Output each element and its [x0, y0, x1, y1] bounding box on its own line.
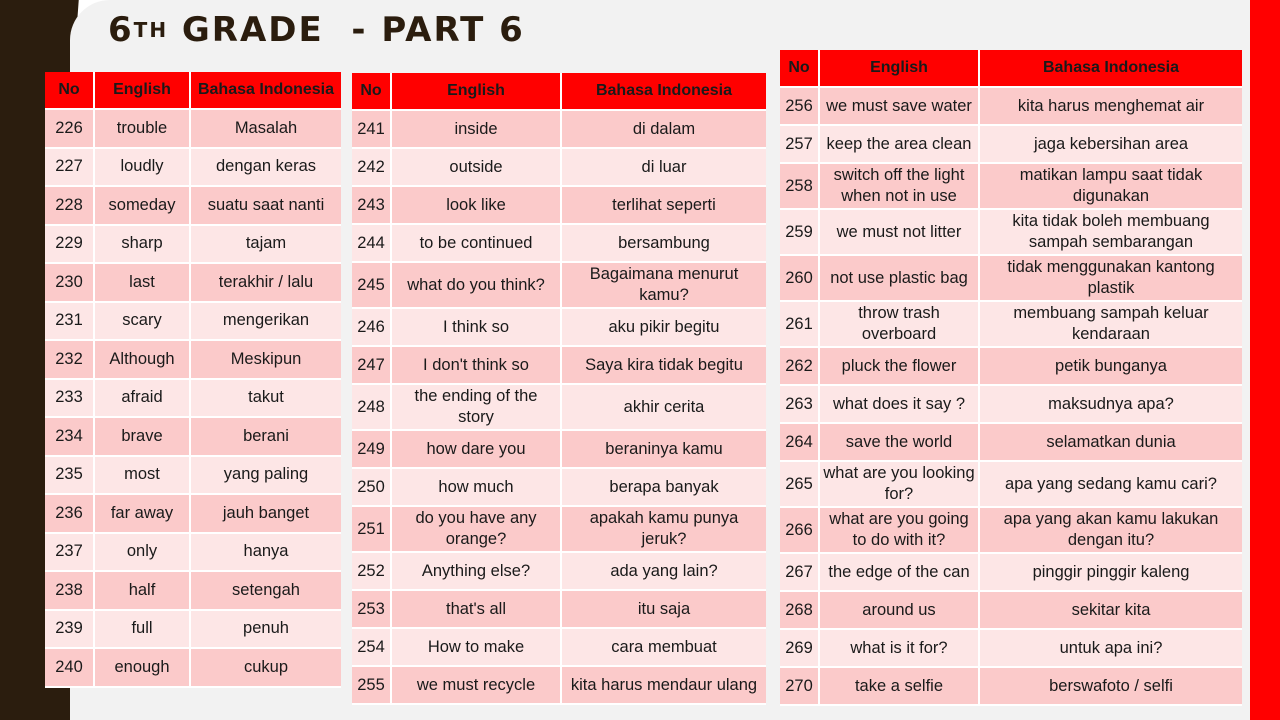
- table-row: [352, 225, 766, 263]
- table-row: [780, 302, 1242, 348]
- english-term: I think so: [392, 309, 562, 347]
- english-term: not use plastic bag: [820, 256, 980, 302]
- table-row: [780, 508, 1242, 554]
- indonesian-translation: beraninya kamu: [562, 431, 766, 469]
- header-no: No: [45, 72, 95, 110]
- header-bahasa: Bahasa Indonesia: [980, 50, 1242, 88]
- indonesian-translation: terlihat seperti: [562, 187, 766, 225]
- table-row: [45, 649, 341, 688]
- header-bahasa: Bahasa Indonesia: [562, 73, 766, 111]
- english-term: sharp: [95, 226, 191, 265]
- english-term: we must not litter: [820, 210, 980, 256]
- row-number: 251: [352, 507, 392, 553]
- table-row: [352, 507, 766, 553]
- row-number: 233: [45, 380, 95, 419]
- row-number: 252: [352, 553, 392, 591]
- row-number: 237: [45, 534, 95, 573]
- header-english: English: [95, 72, 191, 110]
- table-row: [780, 256, 1242, 302]
- table-row: [352, 591, 766, 629]
- indonesian-translation: untuk apa ini?: [980, 630, 1242, 668]
- english-term: Although: [95, 341, 191, 380]
- english-term: loudly: [95, 149, 191, 188]
- vocab-table-3: [780, 50, 1242, 706]
- table-row: [352, 431, 766, 469]
- row-number: 267: [780, 554, 820, 592]
- english-term: trouble: [95, 110, 191, 149]
- english-term: what does it say ?: [820, 386, 980, 424]
- table-row: [45, 149, 341, 188]
- title-rest: GRADE - PART 6: [168, 10, 525, 50]
- row-number: 269: [780, 630, 820, 668]
- indonesian-translation: ada yang lain?: [562, 553, 766, 591]
- table-row: [45, 303, 341, 342]
- row-number: 230: [45, 264, 95, 303]
- table-row: [352, 385, 766, 431]
- row-number: 241: [352, 111, 392, 149]
- indonesian-translation: membuang sampah keluar kendaraan: [980, 302, 1242, 348]
- indonesian-translation: di luar: [562, 149, 766, 187]
- english-term: we must recycle: [392, 667, 562, 705]
- english-term: do you have any orange?: [392, 507, 562, 553]
- row-number: 231: [45, 303, 95, 342]
- row-number: 255: [352, 667, 392, 705]
- header-english: English: [392, 73, 562, 111]
- table-row: [780, 88, 1242, 126]
- english-term: the ending of the story: [392, 385, 562, 431]
- table-row: [780, 164, 1242, 210]
- table-row: [780, 348, 1242, 386]
- indonesian-translation: aku pikir begitu: [562, 309, 766, 347]
- row-number: 240: [45, 649, 95, 688]
- row-number: 244: [352, 225, 392, 263]
- english-term: someday: [95, 187, 191, 226]
- indonesian-translation: Masalah: [191, 110, 341, 149]
- table-row: [352, 309, 766, 347]
- table-row: [352, 469, 766, 507]
- english-term: How to make: [392, 629, 562, 667]
- table-row: [780, 126, 1242, 164]
- row-number: 247: [352, 347, 392, 385]
- row-number: 249: [352, 431, 392, 469]
- english-term: how dare you: [392, 431, 562, 469]
- red-side-bar: [1250, 0, 1280, 720]
- row-number: 248: [352, 385, 392, 431]
- indonesian-translation: penuh: [191, 611, 341, 650]
- english-term: how much: [392, 469, 562, 507]
- indonesian-translation: maksudnya apa?: [980, 386, 1242, 424]
- row-number: 227: [45, 149, 95, 188]
- english-term: keep the area clean: [820, 126, 980, 164]
- english-term: the edge of the can: [820, 554, 980, 592]
- indonesian-translation: mengerikan: [191, 303, 341, 342]
- english-term: I don't think so: [392, 347, 562, 385]
- indonesian-translation: jauh banget: [191, 495, 341, 534]
- indonesian-translation: hanya: [191, 534, 341, 573]
- indonesian-translation: berani: [191, 418, 341, 457]
- table-row: [45, 110, 341, 149]
- row-number: 242: [352, 149, 392, 187]
- table-row: [45, 187, 341, 226]
- english-term: enough: [95, 649, 191, 688]
- table-row: [780, 630, 1242, 668]
- indonesian-translation: jaga kebersihan area: [980, 126, 1242, 164]
- table-row: [45, 572, 341, 611]
- row-number: 228: [45, 187, 95, 226]
- row-number: 256: [780, 88, 820, 126]
- row-number: 257: [780, 126, 820, 164]
- table-row: [45, 611, 341, 650]
- english-term: pluck the flower: [820, 348, 980, 386]
- english-term: half: [95, 572, 191, 611]
- english-term: around us: [820, 592, 980, 630]
- english-term: scary: [95, 303, 191, 342]
- english-term: inside: [392, 111, 562, 149]
- title-number: 6: [108, 10, 134, 50]
- table-row: [45, 534, 341, 573]
- indonesian-translation: setengah: [191, 572, 341, 611]
- indonesian-translation: kita tidak boleh membuang sampah sembarangan: [980, 210, 1242, 256]
- indonesian-translation: berswafoto / selfi: [980, 668, 1242, 706]
- table-row: [352, 187, 766, 225]
- indonesian-translation: sekitar kita: [980, 592, 1242, 630]
- table-row: [780, 424, 1242, 462]
- english-term: we must save water: [820, 88, 980, 126]
- title-superscript: TH: [133, 18, 169, 42]
- table-row: [45, 226, 341, 265]
- english-term: what are you going to do with it?: [820, 508, 980, 554]
- row-number: 259: [780, 210, 820, 256]
- row-number: 254: [352, 629, 392, 667]
- indonesian-translation: apa yang akan kamu lakukan dengan itu?: [980, 508, 1242, 554]
- row-number: 258: [780, 164, 820, 210]
- indonesian-translation: di dalam: [562, 111, 766, 149]
- indonesian-translation: petik bunganya: [980, 348, 1242, 386]
- indonesian-translation: takut: [191, 380, 341, 419]
- row-number: 250: [352, 469, 392, 507]
- indonesian-translation: kita harus mendaur ulang: [562, 667, 766, 705]
- english-term: take a selfie: [820, 668, 980, 706]
- table-row: [45, 418, 341, 457]
- row-number: 239: [45, 611, 95, 650]
- table-row: [780, 592, 1242, 630]
- english-term: far away: [95, 495, 191, 534]
- english-term: most: [95, 457, 191, 496]
- row-number: 245: [352, 263, 392, 309]
- row-number: 266: [780, 508, 820, 554]
- row-number: 261: [780, 302, 820, 348]
- english-term: to be continued: [392, 225, 562, 263]
- indonesian-translation: akhir cerita: [562, 385, 766, 431]
- table-row: [45, 457, 341, 496]
- indonesian-translation: cukup: [191, 649, 341, 688]
- row-number: 226: [45, 110, 95, 149]
- table-row: [45, 380, 341, 419]
- table-row: [780, 462, 1242, 508]
- indonesian-translation: selamatkan dunia: [980, 424, 1242, 462]
- english-term: Anything else?: [392, 553, 562, 591]
- english-term: look like: [392, 187, 562, 225]
- table-row: [45, 495, 341, 534]
- english-term: only: [95, 534, 191, 573]
- row-number: 236: [45, 495, 95, 534]
- row-number: 253: [352, 591, 392, 629]
- indonesian-translation: tajam: [191, 226, 341, 265]
- indonesian-translation: yang paling: [191, 457, 341, 496]
- slide-title: [108, 10, 525, 50]
- indonesian-translation: Bagaimana menurut kamu?: [562, 263, 766, 309]
- indonesian-translation: dengan keras: [191, 149, 341, 188]
- table-row: [45, 264, 341, 303]
- row-number: 263: [780, 386, 820, 424]
- header-bahasa: Bahasa Indonesia: [191, 72, 341, 110]
- indonesian-translation: tidak menggunakan kantong plastik: [980, 256, 1242, 302]
- indonesian-translation: cara membuat: [562, 629, 766, 667]
- table-row: [780, 554, 1242, 592]
- row-number: 243: [352, 187, 392, 225]
- row-number: 262: [780, 348, 820, 386]
- indonesian-translation: terakhir / lalu: [191, 264, 341, 303]
- header-english: English: [820, 50, 980, 88]
- table-row: [780, 210, 1242, 256]
- table-row: [352, 149, 766, 187]
- english-term: what is it for?: [820, 630, 980, 668]
- english-term: switch off the light when not in use: [820, 164, 980, 210]
- english-term: what are you looking for?: [820, 462, 980, 508]
- indonesian-translation: pinggir pinggir kaleng: [980, 554, 1242, 592]
- indonesian-translation: apakah kamu punya jeruk?: [562, 507, 766, 553]
- row-number: 238: [45, 572, 95, 611]
- table-row: [352, 263, 766, 309]
- indonesian-translation: kita harus menghemat air: [980, 88, 1242, 126]
- indonesian-translation: Saya kira tidak begitu: [562, 347, 766, 385]
- table-row: [352, 553, 766, 591]
- english-term: brave: [95, 418, 191, 457]
- row-number: 260: [780, 256, 820, 302]
- row-number: 246: [352, 309, 392, 347]
- english-term: last: [95, 264, 191, 303]
- row-number: 235: [45, 457, 95, 496]
- vocab-table-2: [352, 73, 766, 705]
- table-row: [780, 668, 1242, 706]
- table-row: [352, 667, 766, 705]
- english-term: that's all: [392, 591, 562, 629]
- row-number: 234: [45, 418, 95, 457]
- header-no: No: [352, 73, 392, 111]
- row-number: 270: [780, 668, 820, 706]
- english-term: throw trash overboard: [820, 302, 980, 348]
- table-row: [352, 347, 766, 385]
- english-term: full: [95, 611, 191, 650]
- english-term: what do you think?: [392, 263, 562, 309]
- indonesian-translation: apa yang sedang kamu cari?: [980, 462, 1242, 508]
- english-term: save the world: [820, 424, 980, 462]
- vocab-table-1: [45, 72, 341, 688]
- row-number: 268: [780, 592, 820, 630]
- indonesian-translation: itu saja: [562, 591, 766, 629]
- header-no: No: [780, 50, 820, 88]
- indonesian-translation: suatu saat nanti: [191, 187, 341, 226]
- row-number: 264: [780, 424, 820, 462]
- indonesian-translation: berapa banyak: [562, 469, 766, 507]
- indonesian-translation: bersambung: [562, 225, 766, 263]
- table-row: [352, 629, 766, 667]
- english-term: outside: [392, 149, 562, 187]
- indonesian-translation: matikan lampu saat tidak digunakan: [980, 164, 1242, 210]
- english-term: afraid: [95, 380, 191, 419]
- row-number: 265: [780, 462, 820, 508]
- row-number: 229: [45, 226, 95, 265]
- table-row: [45, 341, 341, 380]
- table-row: [780, 386, 1242, 424]
- indonesian-translation: Meskipun: [191, 341, 341, 380]
- row-number: 232: [45, 341, 95, 380]
- table-row: [352, 111, 766, 149]
